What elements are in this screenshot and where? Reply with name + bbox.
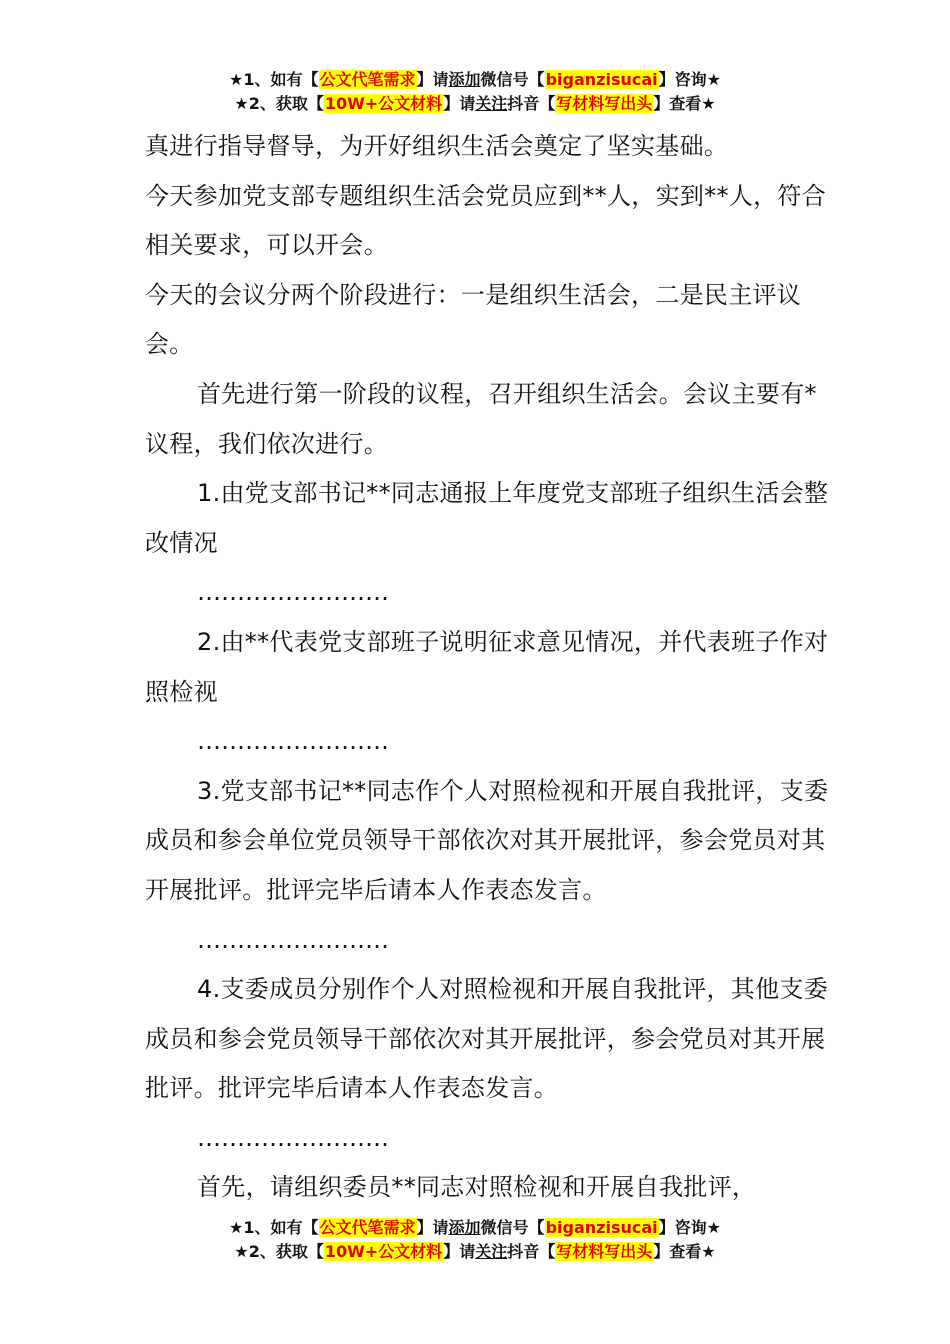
banner-text: 抖音【 <box>507 94 556 113</box>
ellipsis-line: …………………… <box>197 1123 389 1152</box>
paragraph: 首先，请组织委员**同志对照检视和开展自我批评， <box>197 1173 757 1202</box>
banner-text: 】请 <box>443 94 476 113</box>
paragraph: 首先进行第一阶段的议程，召开组织生活会。会议主要有*议程，我们依次进行。 <box>145 379 817 458</box>
banner-text: 微信号【 <box>480 1218 545 1237</box>
banner-line-1 <box>0 1216 950 1240</box>
banner-text: ★2、获取【 <box>234 94 324 113</box>
agenda-item-3: 3.党支部书记**同志作个人对照检视和开展自我批评，支委成员和参会单位党员领导干部依次对其开展批评，参会党员对其开展批评。批评完毕后请本人作表态发言。 <box>145 776 829 904</box>
banner-underline: 关注 <box>475 94 508 113</box>
banner-highlight: 公文代笔需求 <box>319 70 416 89</box>
banner-highlight: 10W+公文材料 <box>324 1242 443 1261</box>
banner-highlight: 写材料写出头 <box>556 94 653 113</box>
banner-text: ★1、如有【 <box>229 1218 319 1237</box>
banner-text: 】请 <box>416 70 449 89</box>
agenda-item-4: 4.支委成员分别作个人对照检视和开展自我批评，其他支委成员和参会党员领导干部依次对其开展批评，参会党员对其开展批评。批评完毕后请本人作表态发言。 <box>145 975 828 1103</box>
banner-text: 抖音【 <box>507 1242 556 1261</box>
banner-text: 】咨询★ <box>658 1218 721 1237</box>
ellipsis-line: …………………… <box>197 727 389 756</box>
banner-text: ★2、获取【 <box>234 1242 324 1261</box>
agenda-item-1: 1.由党支部书记**同志通报上年度党支部班子组织生活会整改情况 <box>145 479 829 557</box>
footer-banner <box>0 1216 950 1264</box>
banner-highlight: 写材料写出头 <box>556 1242 653 1261</box>
banner-line-2 <box>0 1240 950 1264</box>
banner-underline: 添加 <box>448 1218 481 1237</box>
ellipsis-line: …………………… <box>197 578 389 607</box>
banner-text: 微信号【 <box>480 70 545 89</box>
banner-text: 】咨询★ <box>658 70 721 89</box>
banner-text: 】查看★ <box>653 1242 716 1261</box>
banner-text: 】请 <box>443 1242 476 1261</box>
paragraph: 今天的会议分两个阶段进行：一是组织生活会，二是民主评议会。 <box>145 280 802 359</box>
banner-text: 】请 <box>416 1218 449 1237</box>
document-body <box>145 122 835 1213</box>
paragraph: 今天参加党支部专题组织生活会党员应到**人，实到**人，符合相关要求，可以开会。 <box>145 181 826 260</box>
banner-highlight: 10W+公文材料 <box>324 94 443 113</box>
header-banner <box>0 68 950 116</box>
banner-underline: 添加 <box>448 70 481 89</box>
banner-underline: 关注 <box>475 1242 508 1261</box>
ellipsis-line: …………………… <box>197 925 389 954</box>
banner-highlight: biganzisucai <box>545 1218 658 1237</box>
banner-line-2 <box>0 92 950 116</box>
banner-text: 】查看★ <box>653 94 716 113</box>
paragraph: 真进行指导督导，为开好组织生活会奠定了坚实基础。 <box>145 132 729 160</box>
banner-highlight: 公文代笔需求 <box>319 1218 416 1237</box>
banner-line-1 <box>0 68 950 92</box>
banner-text: ★1、如有【 <box>229 70 319 89</box>
banner-highlight: biganzisucai <box>545 70 658 89</box>
agenda-item-2: 2.由**代表党支部班子说明征求意见情况，并代表班子作对照检视 <box>145 627 829 706</box>
